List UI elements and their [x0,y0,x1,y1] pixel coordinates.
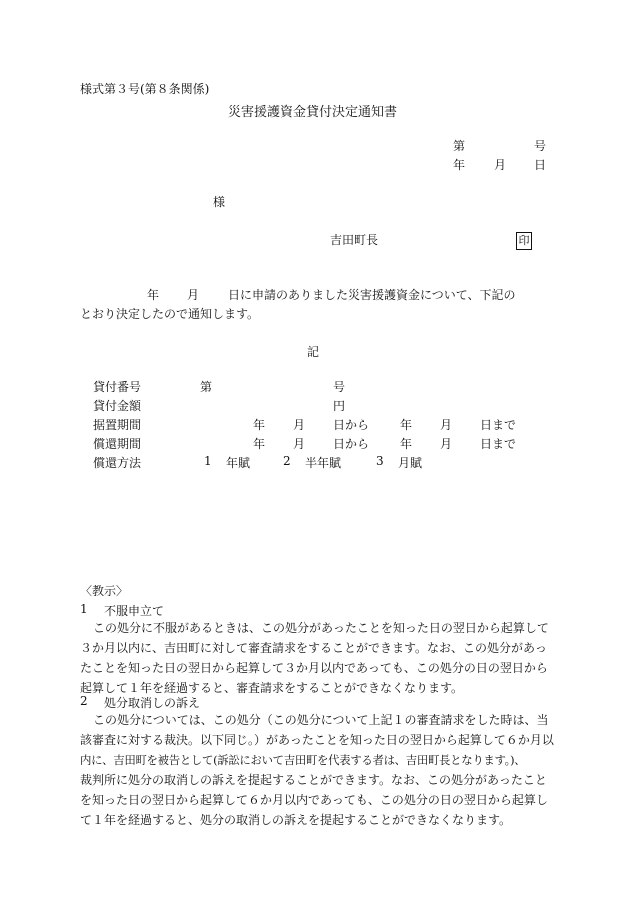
notice-sec2-line: て１年を経過すると、処分の取消しの訴えを提起することができなくなります。 [80,813,512,827]
notice-sec2-title: 処分取消しの訴え [104,696,201,710]
body-text-line1: 日に申請のありました災害援護資金について、下記の [228,288,516,302]
body-year: 年 [147,288,160,302]
issue-date-day: 日 [534,158,547,172]
method-option2-semiannual: 半年賦 [305,456,342,470]
deferment-year2: 年 [400,418,413,432]
method-option2-number: 2 [283,454,291,468]
loan-amount-label: 貸付金額 [93,399,142,413]
notice-sec1-line: この処分に不服があるときは、この処分があったことを知った日の翌日から起算して [93,621,549,635]
notice-heading: 〈教示〉 [80,584,129,598]
repayment-period-label: 償還期間 [93,437,142,451]
deferment-year1: 年 [253,418,266,432]
issue-date-month: 月 [494,158,507,172]
notice-sec2-line: 該審査に対する裁決。以下同じ。）があったことを知った日の翌日から起算して６か月以 [80,733,554,747]
notice-sec1-line: 起算して１年を経過すると、審査請求をすることができなくなります。 [80,681,464,695]
notice-sec1-title: 不服申立て [104,604,165,618]
repayment-from: 日から [333,437,370,451]
repayment-year2: 年 [400,437,413,451]
notice-sec1-body [80,618,560,698]
document-number-prefix: 第 [453,139,466,153]
body-month: 月 [187,288,200,302]
seal-mark [516,229,532,250]
repayment-until: 日まで [480,437,517,451]
notice-sec1-number: 1 [80,602,88,616]
issuer-title: 吉田町長 [330,233,379,247]
loan-number-suffix: 号 [333,380,346,394]
notice-sec2-line: この処分については、この処分（この処分について上記１の審査請求をした時は、当 [93,713,549,727]
repayment-year1: 年 [253,437,266,451]
repayment-month2: 月 [440,437,453,451]
notice-sec2-number: 2 [80,694,88,708]
method-option3-number: 3 [376,454,384,468]
method-option1-annual: 年賦 [226,456,251,470]
issue-date-year: 年 [453,158,466,172]
seal-icon: 印 [516,232,532,250]
loan-number-prefix: 第 [200,380,213,394]
loan-number-label: 貸付番号 [93,380,142,394]
body-text-line2: とおり決定したので通知します。 [80,307,260,321]
method-option1-number: 1 [204,454,212,468]
method-option3-monthly: 月賦 [398,456,423,470]
form-number-label: 様式第３号(第８条関係) [80,82,210,96]
loan-amount-unit: 円 [333,399,346,413]
document-number-suffix: 号 [534,139,547,153]
repayment-method-label: 償還方法 [93,456,142,470]
document-title: 災害援護資金貸付決定通知書 [228,105,398,120]
deferment-month1: 月 [293,418,306,432]
notice-sec2-line: 内に、吉田町を被告として(訴訟において吉田町を代表する者は、吉田町長となります。)、 [80,753,526,767]
notice-sec2-body [80,710,560,830]
deferment-period-label: 据置期間 [93,418,142,432]
repayment-month1: 月 [293,437,306,451]
notice-sec1-line: たことを知った日の翌日から起算して３か月以内であっても、この処分の日の翌日から [80,661,548,675]
addressee-honorific: 様 [213,195,226,209]
ki-heading: 記 [307,345,320,359]
deferment-until: 日まで [480,418,517,432]
notice-sec2-line: 裁判所に処分の取消しの訴えを提起することができます。なお、この処分があったこと [80,773,547,787]
notice-sec1-line: ３か月以内に、吉田町に対して審査請求をすることができます。なお、この処分があっ [80,641,547,655]
notice-sec2-line: を知った日の翌日から起算して６か月以内であっても、この処分の日の翌日から起算し [80,793,548,807]
deferment-from: 日から [333,418,370,432]
deferment-month2: 月 [440,418,453,432]
